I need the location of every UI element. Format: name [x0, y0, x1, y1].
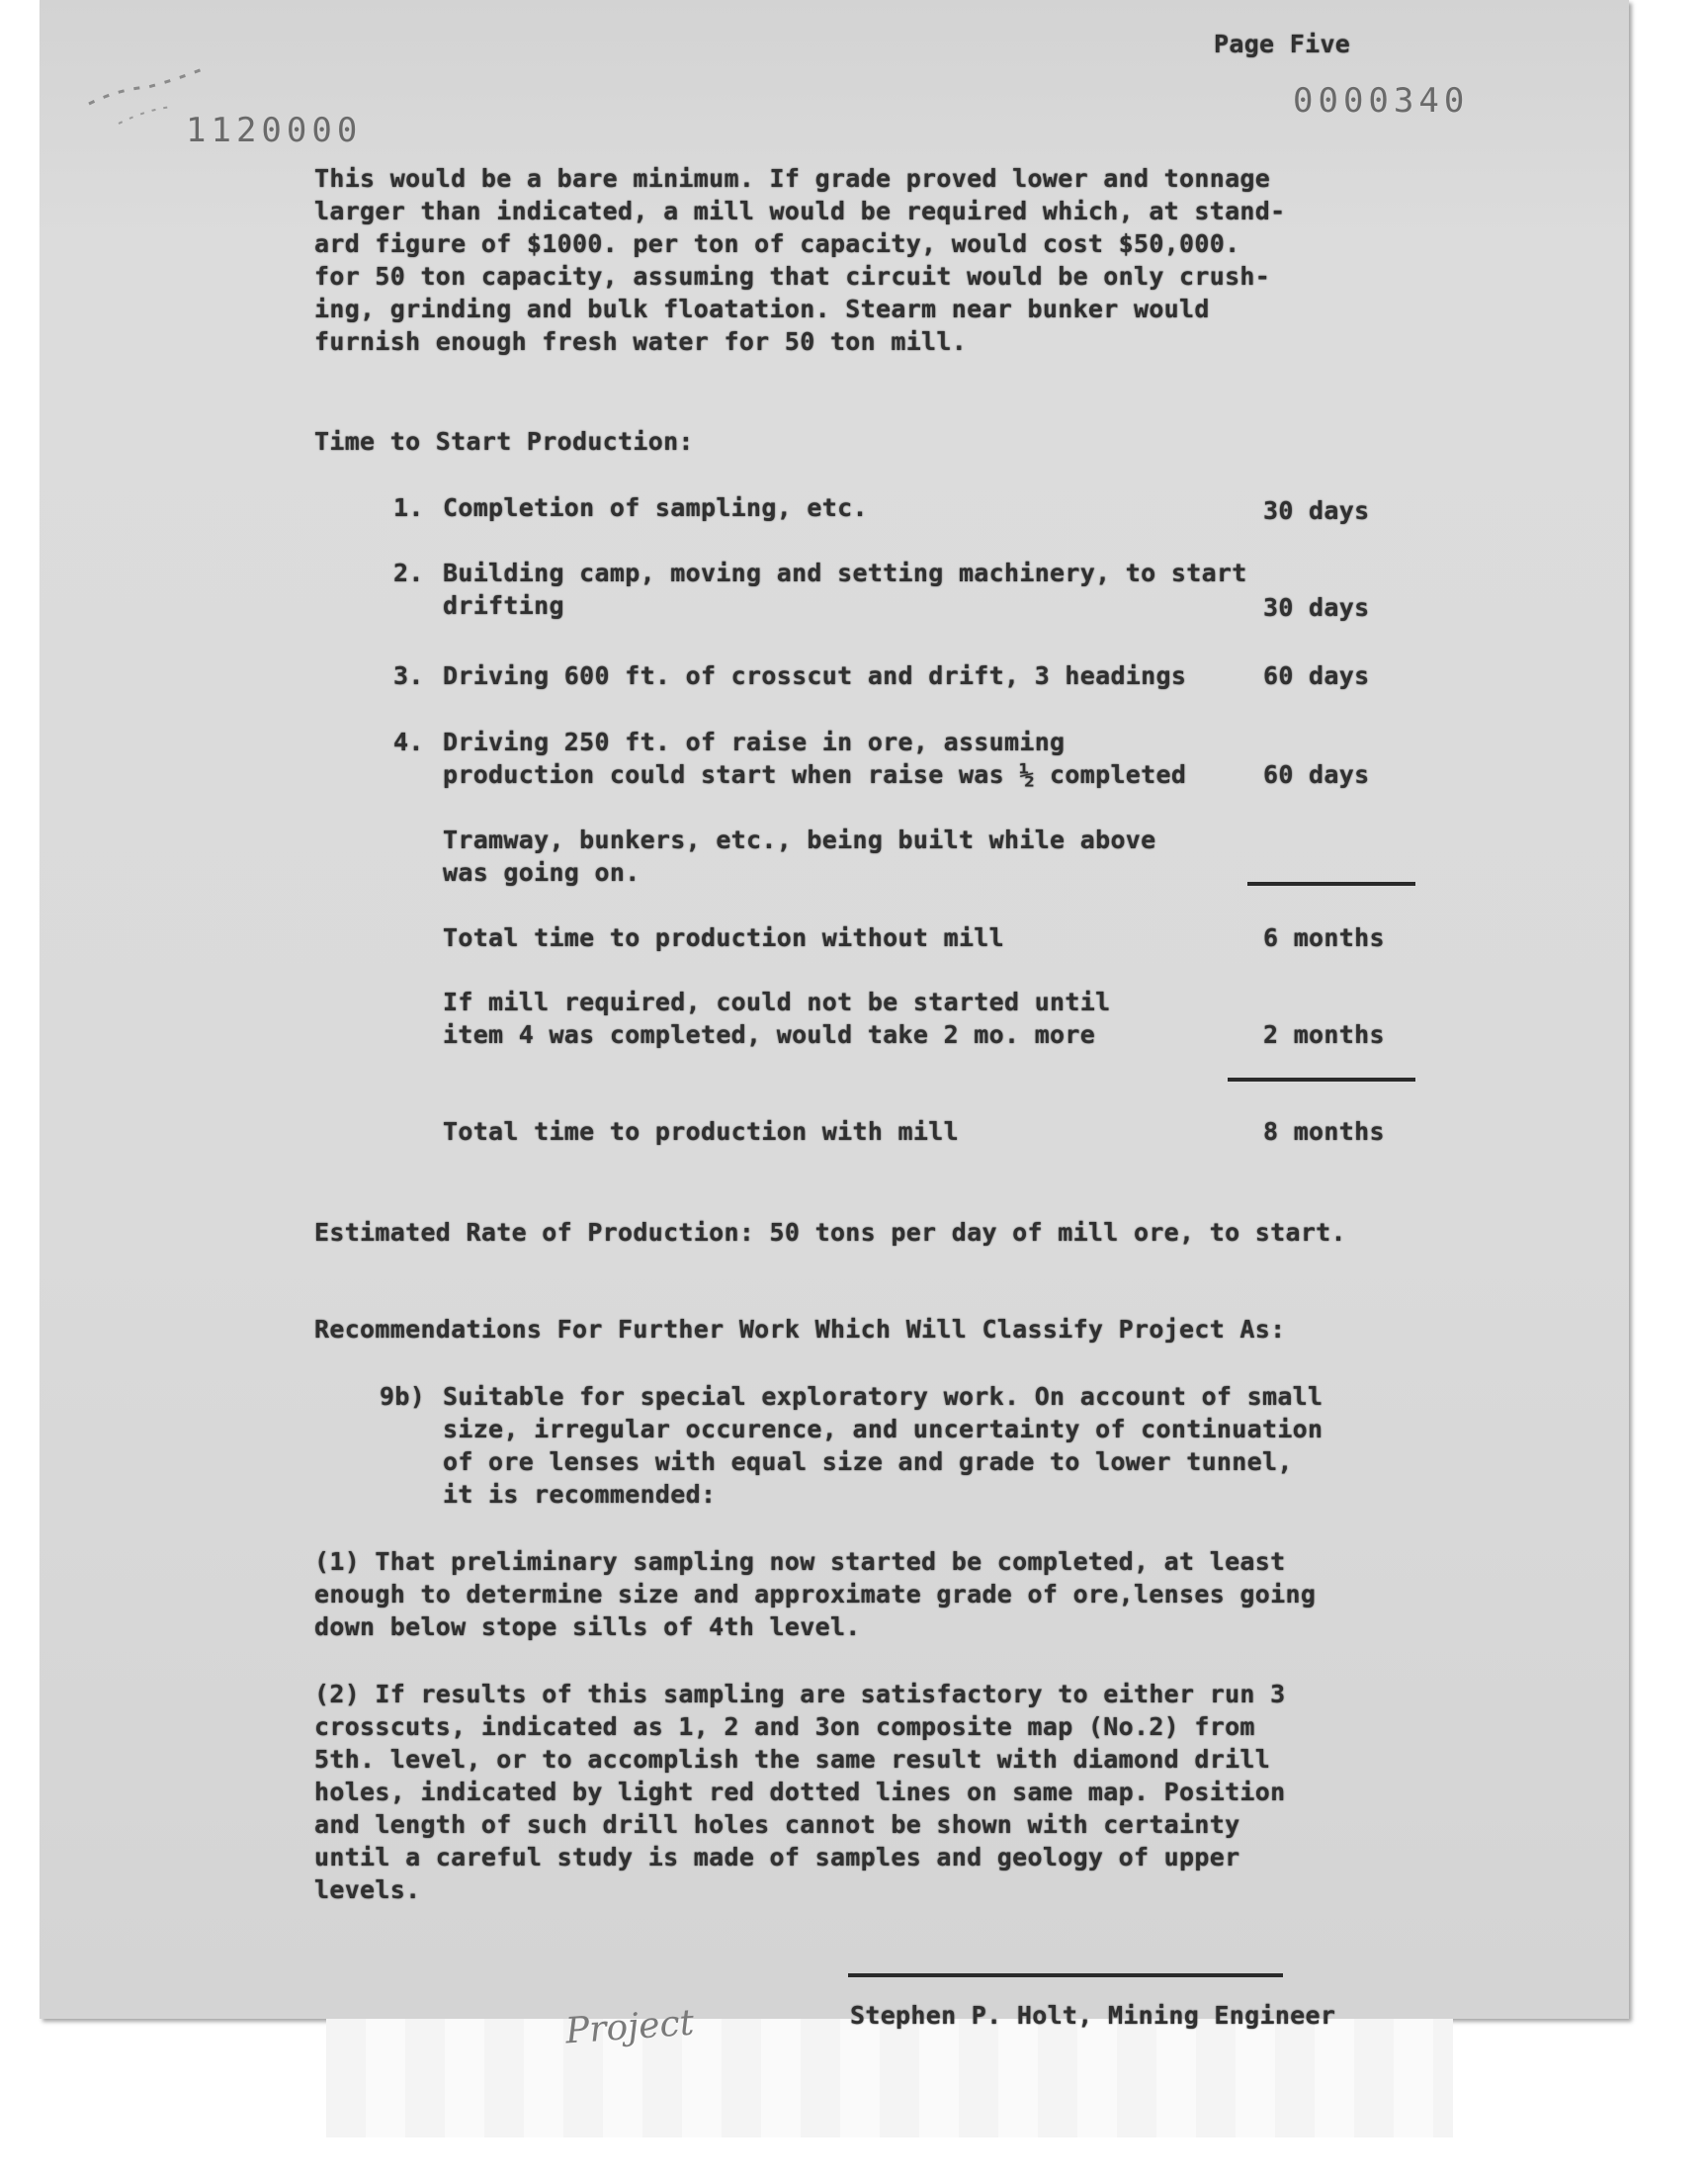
tramway-note: Tramway, bunkers, etc., being built while above: [443, 826, 1156, 854]
total-rule: [1228, 1078, 1415, 1082]
paragraph-one: down below stope sills of 4th level.: [314, 1612, 861, 1641]
handwritten-note: Project: [563, 2002, 696, 2052]
recommendation-marker: 9b): [380, 1382, 426, 1411]
item-duration: 30 days: [1263, 593, 1370, 622]
paragraph-two: (2) If results of this sampling are satisfactory to either run 3: [314, 1680, 1286, 1708]
scan-edge-strip: [326, 2019, 1453, 2137]
estimated-rate: Estimated Rate of Production: 50 tons per day of mill ore, to start.: [314, 1218, 1346, 1247]
recommendations-heading: Recommendations For Further Work Which Will Classify Project As:: [314, 1315, 1286, 1344]
mill-note: item 4 was completed, would take 2 mo. more: [443, 1020, 1096, 1049]
item-text: Building camp, moving and setting machinery, to start: [443, 559, 1247, 587]
page-label: Page Five: [1214, 30, 1351, 58]
recommendation-text: size, irregular occurence, and uncertainty of continuation: [443, 1415, 1324, 1443]
item-duration: 60 days: [1263, 760, 1370, 789]
item-number: 2.: [393, 559, 424, 587]
item-number: 4.: [393, 728, 424, 756]
item-duration: 60 days: [1263, 661, 1370, 690]
section-heading: Time to Start Production:: [314, 427, 694, 456]
intro-line: larger than indicated, a mill would be required which, at stand-: [314, 197, 1286, 225]
mill-note: If mill required, could not be started until: [443, 988, 1111, 1016]
intro-line: ing, grinding and bulk floatation. Stearm near bunker would: [314, 295, 1210, 323]
paragraph-two: 5th. level, or to accomplish the same result with diamond drill: [314, 1745, 1271, 1774]
recommendation-text: it is recommended:: [443, 1480, 717, 1509]
paragraph-two: crosscuts, indicated as 1, 2 and 3on composite map (No.2) from: [314, 1712, 1255, 1741]
paragraph-one: enough to determine size and approximate grade of ore,lenses going: [314, 1580, 1317, 1609]
intro-line: furnish enough fresh water for 50 ton mill.: [314, 327, 968, 356]
paragraph-two: and length of such drill holes cannot be shown with certainty: [314, 1810, 1240, 1839]
paragraph-two: holes, indicated by light red dotted lines on same map. Position: [314, 1778, 1286, 1806]
paragraph-two: until a careful study is made of samples and geology of upper: [314, 1843, 1240, 1871]
item-number: 1.: [393, 493, 424, 522]
signature-line: [848, 1973, 1283, 1977]
intro-line: for 50 ton capacity, assuming that circuit would be only crush-: [314, 262, 1271, 291]
tramway-note: was going on.: [443, 858, 640, 887]
item-text: Driving 600 ft. of crosscut and drift, 3 headings: [443, 661, 1187, 690]
signature-name: Stephen P. Holt, Mining Engineer: [850, 2001, 1336, 2030]
total-with-mill-label: Total time to production with mill: [443, 1117, 959, 1146]
total-without-mill-label: Total time to production without mill: [443, 923, 1004, 952]
document-number-stamp: 0000340: [1293, 81, 1470, 121]
recommendation-text: of ore lenses with equal size and grade to lower tunnel,: [443, 1447, 1293, 1476]
item-text: Driving 250 ft. of raise in ore, assuming: [443, 728, 1066, 756]
item-text: drifting: [443, 591, 564, 620]
item-number: 3.: [393, 661, 424, 690]
item-text: production could start when raise was ½ completed: [443, 760, 1187, 789]
total-with-mill-value: 8 months: [1263, 1117, 1385, 1146]
paragraph-two: levels.: [314, 1875, 421, 1904]
item-duration: 30 days: [1263, 496, 1370, 525]
paragraph-one: (1) That preliminary sampling now started be completed, at least: [314, 1547, 1286, 1576]
item-text: Completion of sampling, etc.: [443, 493, 868, 522]
intro-line: ard figure of $1000. per ton of capacity, would cost $50,000.: [314, 229, 1240, 258]
intro-line: This would be a bare minimum. If grade proved lower and tonnage: [314, 164, 1271, 193]
total-rule: [1247, 882, 1415, 886]
mill-value: 2 months: [1263, 1020, 1385, 1049]
left-number-stamp: 1120000: [186, 111, 363, 150]
total-without-mill-value: 6 months: [1263, 923, 1385, 952]
recommendation-text: Suitable for special exploratory work. On account of small: [443, 1382, 1324, 1411]
